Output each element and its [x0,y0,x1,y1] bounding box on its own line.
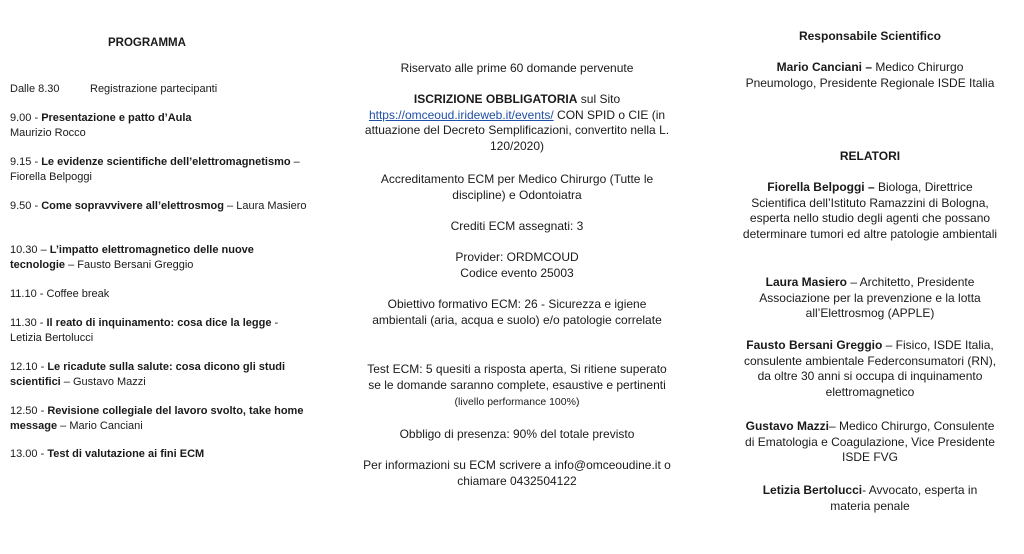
schedule-item [10,82,310,97]
contact-info: Per informazioni su ECM scrivere a info@omceoudine.it o chiamare 0432504122 [363,458,671,488]
objective-info: Obiettivo formativo ECM: 26 - Sicurezza e igiene ambientali (aria, acqua e suolo) e/o patologie correlate [372,297,662,327]
schedule-title: Coffee break [46,288,110,300]
provider-text: Provider: ORDMCOUD [455,250,579,264]
registration-link[interactable]: https://omceoud.irideweb.it/events/ [368,107,554,122]
schedule-item [10,243,310,272]
registration-rest: CON SPID o CIE (in attuazione del Decreto Semplificazioni, convertito nella L. 120/2020) [364,107,670,153]
schedule-title: Revisione collegiale del lavoro svolto, take home message [10,405,304,432]
registration-info [362,92,672,154]
responsible-person [742,60,998,91]
schedule-time: 12.10 - [10,361,48,373]
schedule-item [10,287,310,302]
schedule-speaker: – Laura Masiero [223,200,307,212]
schedule-time: 11.10 - [10,288,47,300]
speaker-description: – Fisico, ISDE Italia, consulente ambientale Federconsumatori (RN), da oltre 30 anni si occupa di inquinamento elettromagnetico [743,338,997,399]
schedule-title: Registrazione partecipanti [90,83,218,95]
registration-heading: ISCRIZIONE OBBLIGATORIA [413,92,578,106]
schedule-speaker: – Mario Canciani [57,419,143,432]
test-text: Test ECM: 5 quesiti a risposta aperta, Si ritiene superato se le domande saranno complete, esaustive e pertinenti [367,362,667,392]
schedule-time: 13.00 - [10,448,48,460]
schedule-speaker: – Fiorella Belpoggi [10,156,300,183]
schedule-item [10,155,310,184]
program-title: PROGRAMMA [108,37,186,49]
schedule-speaker: Maurizio Rocco [10,126,86,139]
speaker-name: Fausto Bersani Greggio [746,338,883,352]
schedule-time: 12.50 - [10,405,48,417]
schedule-time: 10.30 – [10,244,50,256]
speaker-entry [742,419,998,466]
speaker-entry [742,483,998,514]
registration-text: sul Sito [577,92,621,106]
speaker-entry [742,275,998,322]
schedule-title: Test di valutazione ai fini ECM [47,448,205,460]
reserved-note: Riservato alle prime 60 domande pervenute [400,61,634,75]
schedule-item [10,447,310,462]
schedule-title: Presentazione e patto d’Aula [41,112,192,124]
speaker-name: Fiorella Belpoggi – [767,180,875,194]
schedule-time: 9.00 - [10,112,42,124]
schedule-speaker: – Gustavo Mazzi [60,375,146,388]
event-code: Codice evento 25003 [460,265,574,280]
schedule-speaker: – Fausto Bersani Greggio [65,258,194,271]
speaker-name: Laura Masiero [765,275,847,289]
test-performance: (livello performance 100%) [454,396,580,408]
schedule-time: 9.15 - [10,156,42,168]
schedule-speaker: - Letizia Bertolucci [10,317,279,344]
provider-info [362,250,672,281]
test-info [362,362,672,411]
speakers-title: RELATORI [839,149,901,163]
responsible-name: Mario Canciani – [776,60,872,74]
schedule-time: Dalle 8.30 [10,83,60,95]
speaker-entry [742,338,998,400]
credits-info: Crediti ECM assegnati: 3 [450,219,584,233]
responsible-description: Medico Chirurgo Pneumologo, Presidente Regionale ISDE Italia [745,60,995,90]
schedule-item [10,316,310,345]
speaker-description: - Avvocato, esperta in materia penale [830,483,978,513]
accreditation-info: Accreditamento ECM per Medico Chirurgo (Tutte le discipline) e Odontoiatra [380,172,654,202]
schedule-time: 9.50 - [10,200,42,212]
responsible-title: Responsabile Scientifico [798,29,942,43]
speaker-entry [742,180,998,242]
schedule-title: Il reato di inquinamento: cosa dice la legge [46,317,272,329]
schedule-item [10,111,310,140]
speaker-description: – Architetto, Presidente Associazione per la prevenzione e la lotta all’Elettrosmog (APPLE) [759,275,981,320]
schedule-title: L’impatto elettromagnetico delle nuove tecnologie [10,244,254,271]
schedule-title: Le evidenze scientifiche dell’elettromagnetismo [41,156,291,168]
schedule-title: Come sopravvivere all’elettrosmog [41,200,224,212]
schedule-title: Le ricadute sulla salute: cosa dicono gli studi scientifici [10,361,286,388]
speaker-name: Letizia Bertolucci [762,483,863,497]
speaker-name: Gustavo Mazzi [745,419,829,433]
schedule-item [10,199,310,214]
attendance-info: Obbligo di presenza: 90% del totale previsto [399,427,635,441]
schedule-time: 11.30 - [10,317,47,329]
schedule-item [10,360,310,389]
speaker-description: – Medico Chirurgo, Consulente di Ematologia e Coagulazione, Vice Presidente ISDE FVG [745,419,995,464]
speaker-description: Biologa, Direttrice Scientifica dell’Istituto Ramazzini di Bologna, esperta nello studio degli agenti che possano determinare tumori ed altre patologie ambientali [742,180,998,241]
schedule-item [10,404,310,433]
